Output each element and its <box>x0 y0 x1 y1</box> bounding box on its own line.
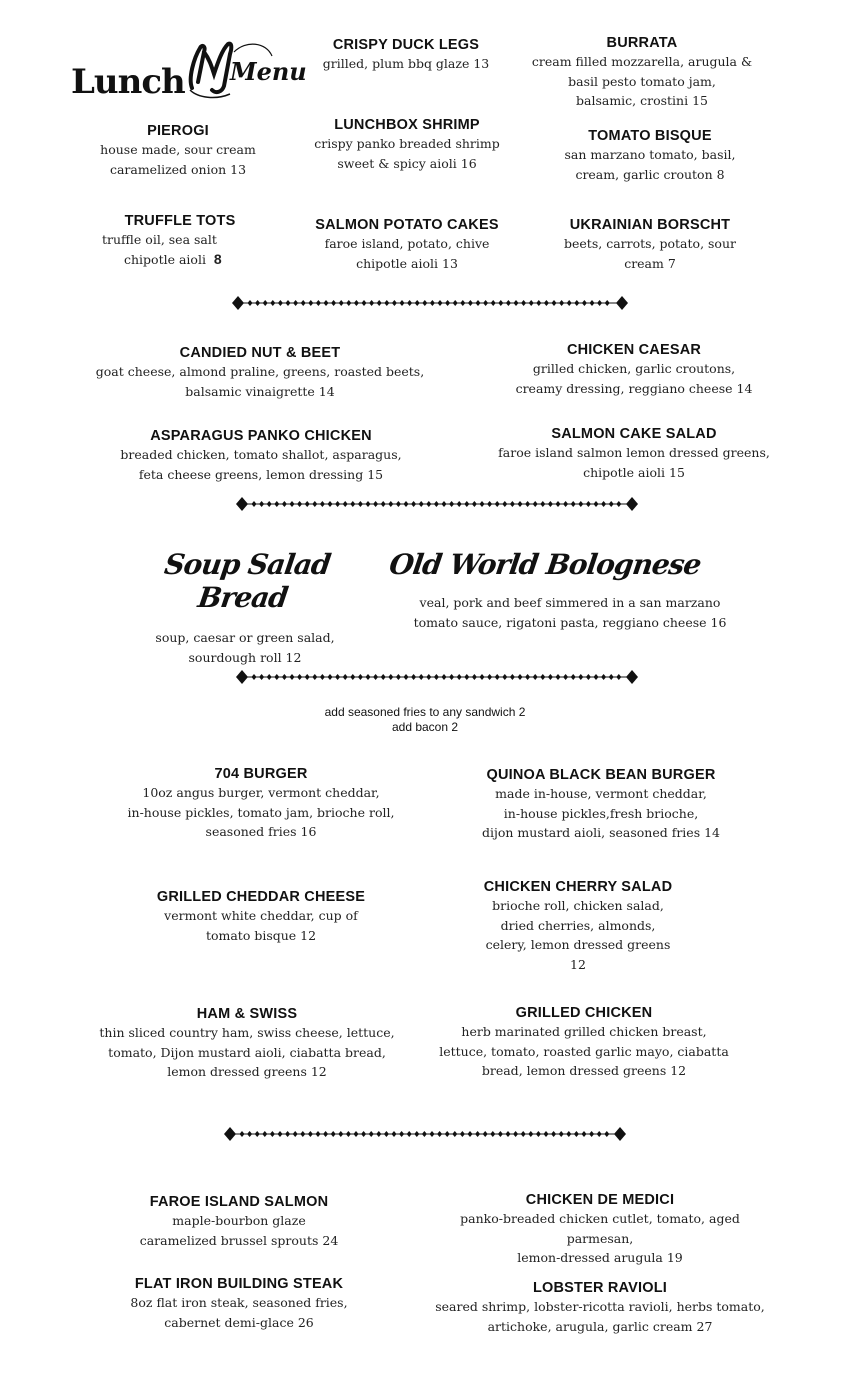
divider-diamond <box>464 674 469 680</box>
item-description: breaded chicken, tomato shallot, asparagus, feta cheese greens, lemon dressing 15 <box>120 447 402 482</box>
item-description: goat cheese, almond praline, greens, roasted beets, balsamic vinaigrette 14 <box>95 364 425 399</box>
item-title: LOBSTER RAVIOLI <box>532 1280 668 1296</box>
divider-diamond <box>305 501 310 507</box>
divider-diamond <box>358 501 363 507</box>
divider-diamond <box>548 501 553 507</box>
divider-diamond <box>518 501 523 507</box>
item-title: TOMATO BISQUE <box>588 128 712 144</box>
item-description: vermont white cheddar, cup of tomato bisque 12 <box>164 908 358 943</box>
divider-diamond <box>369 1131 374 1137</box>
divider-diamond <box>338 1131 343 1137</box>
divider-diamond <box>419 501 424 507</box>
menu-item-chicken-caesar <box>494 341 774 398</box>
divider-diamond <box>312 674 317 680</box>
item-description: grilled chicken, garlic croutons, creamy dressing, reggiano cheese 14 <box>515 361 753 396</box>
menu-item-quinoa-black-bean-burger <box>456 766 746 843</box>
item-description: herb marinated grilled chicken breast, lettuce, tomato, roasted garlic mayo, ciabatta bread, lemon dressed greens 12 <box>439 1024 729 1078</box>
divider-diamond <box>544 300 549 306</box>
divider-diamond <box>373 674 378 680</box>
divider-diamond <box>422 1131 427 1137</box>
divider-diamond <box>300 1131 305 1137</box>
divider-diamond <box>514 300 519 306</box>
divider-diamond <box>556 501 561 507</box>
divider-diamond <box>582 300 587 306</box>
divider-diamond <box>297 674 302 680</box>
item-title: GRILLED CHICKEN <box>515 1005 653 1021</box>
divider-diamond <box>597 300 602 306</box>
divider-diamond <box>369 300 374 306</box>
divider-diamond <box>544 1131 549 1137</box>
item-description: house made, sour cream caramelized onion 13 <box>100 142 256 177</box>
divider-diamond <box>335 674 340 680</box>
add-bacon-note: add bacon 2 <box>391 720 459 734</box>
item-description: beets, carrots, potato, sour cream 7 <box>564 236 736 271</box>
divider-diamond <box>274 501 279 507</box>
divider-diamond <box>487 501 492 507</box>
item-title: HAM & SWISS <box>196 1006 298 1022</box>
divider-diamond <box>407 300 412 306</box>
divider-diamond <box>475 1131 480 1137</box>
divider-diamond <box>400 300 405 306</box>
divider-diamond <box>438 300 443 306</box>
menu-item-burrata <box>518 34 766 111</box>
divider-diamond <box>586 501 591 507</box>
divider-diamond <box>320 501 325 507</box>
menu-item-chicken-de-medici <box>428 1191 772 1268</box>
item-description: panko-breaded chicken cutlet, tomato, aged parmesan, lemon-dressed arugula 19 <box>460 1211 740 1265</box>
divider-diamond <box>513 1131 518 1137</box>
divider-diamond <box>290 674 295 680</box>
item-title: Soup Salad Bread <box>162 548 333 614</box>
item-description: grilled, plum bbq glaze 13 <box>322 56 490 71</box>
menu-item-tomato-bisque <box>535 127 765 184</box>
divider-diamond <box>324 300 329 306</box>
divider-diamond <box>414 1131 419 1137</box>
divider-diamond <box>487 674 492 680</box>
menu-heading: Lunch <box>71 62 185 102</box>
menu-item-flat-iron-building-steak <box>118 1275 360 1332</box>
divider-diamond <box>571 674 576 680</box>
menu-item-soup-salad-bread <box>130 548 360 667</box>
divider-diamond <box>483 1131 488 1137</box>
menu-item-crispy-duck-legs <box>296 36 516 74</box>
item-title: PIEROGI <box>147 123 209 139</box>
divider-diamond <box>247 1131 252 1137</box>
divider-diamond <box>457 501 462 507</box>
menu-item-lunchbox-shrimp <box>296 116 518 173</box>
divider-diamond <box>472 674 477 680</box>
divider-diamond <box>457 674 462 680</box>
divider-diamond <box>350 501 355 507</box>
divider-diamond <box>525 674 530 680</box>
item-description: thin sliced country ham, swiss cheese, lettuce, tomato, Dijon mustard aioli, ciabatta bread, lemon dressed greens 12 <box>99 1025 395 1079</box>
divider-diamond <box>262 1131 267 1137</box>
divider-diamond <box>419 674 424 680</box>
divider-diamond <box>559 300 564 306</box>
divider-diamond <box>495 501 500 507</box>
item-title: SALMON CAKE SALAD <box>551 426 717 442</box>
divider-diamond <box>308 300 313 306</box>
divider-diamond <box>255 1131 260 1137</box>
divider-diamond <box>601 501 606 507</box>
divider-diamond <box>449 501 454 507</box>
divider-diamond <box>430 300 435 306</box>
divider-diamond <box>502 674 507 680</box>
divider-diamond <box>293 1131 298 1137</box>
divider-diamond <box>404 501 409 507</box>
divider-diamond <box>445 1131 450 1137</box>
divider-diamond <box>399 1131 404 1137</box>
divider-diamond <box>343 501 348 507</box>
diamond-divider <box>236 497 638 511</box>
divider-diamond <box>270 300 275 306</box>
divider-diamond <box>590 300 595 306</box>
divider-diamond <box>468 300 473 306</box>
divider-diamond <box>388 674 393 680</box>
divider-diamond <box>346 300 351 306</box>
divider-diamond <box>594 674 599 680</box>
divider-diamond <box>297 501 302 507</box>
item-description: veal, pork and beef simmered in a san marzano tomato sauce, rigatoni pasta, reggiano cheese 16 <box>413 595 727 630</box>
divider-diamond <box>521 1131 526 1137</box>
divider-diamond <box>460 1131 465 1137</box>
divider-diamond <box>604 1131 609 1137</box>
divider-diamond <box>320 674 325 680</box>
divider-diamond <box>528 1131 533 1137</box>
divider-diamond <box>422 300 427 306</box>
divider-diamond <box>384 300 389 306</box>
item-description: faroe island, potato, chive chipotle aioli 13 <box>324 236 490 271</box>
divider-diamond <box>426 501 431 507</box>
divider-diamond <box>548 674 553 680</box>
item-title: GRILLED CHEDDAR CHEESE <box>156 889 366 905</box>
divider-diamond <box>540 501 545 507</box>
divider-diamond <box>442 674 447 680</box>
divider-diamond <box>452 1131 457 1137</box>
divider-diamond <box>274 674 279 680</box>
divider-diamond <box>556 674 561 680</box>
divider-diamond <box>616 674 621 680</box>
menu-item-asparagus-panko-chicken <box>96 427 426 484</box>
divider-diamond <box>498 300 503 306</box>
divider-diamond <box>282 501 287 507</box>
divider-diamond <box>510 501 515 507</box>
divider-diamond <box>578 501 583 507</box>
divider-diamond <box>286 300 291 306</box>
divider-diamond <box>567 300 572 306</box>
divider-diamond <box>597 1131 602 1137</box>
divider-diamond <box>282 674 287 680</box>
divider-diamond <box>301 300 306 306</box>
divider-diamond <box>566 1131 571 1137</box>
menu-item-faroe-island-salmon <box>124 1193 354 1250</box>
divider-diamond <box>464 501 469 507</box>
divider-diamond <box>396 674 401 680</box>
divider-diamond <box>339 300 344 306</box>
divider-diamond <box>586 674 591 680</box>
divider-diamond <box>293 300 298 306</box>
divider-diamond <box>411 501 416 507</box>
item-description: san marzano tomato, basil, cream, garlic crouton 8 <box>564 147 736 182</box>
item-description: faroe island salmon lemon dressed greens, chipotle aioli 15 <box>498 445 770 480</box>
divider-diamond <box>472 501 477 507</box>
divider-diamond <box>278 1131 283 1137</box>
divider-diamond <box>316 1131 321 1137</box>
divider-diamond <box>434 501 439 507</box>
divider-diamond <box>589 1131 594 1137</box>
divider-diamond <box>270 1131 275 1137</box>
item-title: UKRAINIAN BORSCHT <box>569 217 731 233</box>
menu-word: Menu <box>230 57 307 86</box>
divider-diamond <box>571 501 576 507</box>
divider-diamond <box>476 300 481 306</box>
menu-item-salmon-cake-salad <box>482 425 786 482</box>
divider-diamond <box>540 674 545 680</box>
divider-diamond <box>290 501 295 507</box>
divider-diamond <box>551 1131 556 1137</box>
divider-diamond <box>552 300 557 306</box>
divider-diamond <box>563 501 568 507</box>
divider-diamond <box>437 1131 442 1137</box>
divider-diamond <box>323 1131 328 1137</box>
divider-diamond <box>434 674 439 680</box>
divider-diamond <box>331 300 336 306</box>
divider-diamond <box>346 1131 351 1137</box>
divider-diamond <box>335 501 340 507</box>
divider-diamond <box>521 300 526 306</box>
divider-diamond <box>377 300 382 306</box>
divider-diamond <box>533 501 538 507</box>
divider-diamond <box>376 1131 381 1137</box>
divider-diamond <box>259 674 264 680</box>
menu-item-old-world-bolognese <box>387 548 740 632</box>
item-title: FAROE ISLAND SALMON <box>149 1194 329 1210</box>
divider-diamond <box>366 501 371 507</box>
divider-diamond <box>381 501 386 507</box>
item-title: CANDIED NUT & BEET <box>179 345 341 361</box>
divider-diamond <box>415 300 420 306</box>
divider-diamond <box>426 674 431 680</box>
divider-diamond <box>495 674 500 680</box>
divider-diamond <box>498 1131 503 1137</box>
divider-diamond <box>358 674 363 680</box>
divider-diamond <box>252 674 257 680</box>
item-title: FLAT IRON BUILDING STEAK <box>134 1276 344 1292</box>
item-title: QUINOA BLACK BEAN BURGER <box>486 767 716 783</box>
divider-diamond <box>536 1131 541 1137</box>
item-description: brioche roll, chicken salad, dried cherries, almonds, celery, lemon dressed greens 12 <box>485 898 671 972</box>
divider-diamond <box>305 674 310 680</box>
divider-diamond <box>480 501 485 507</box>
divider-diamond <box>373 501 378 507</box>
divider-diamond <box>574 1131 579 1137</box>
divider-diamond <box>267 501 272 507</box>
divider-diamond <box>563 674 568 680</box>
divider-diamond <box>525 501 530 507</box>
divider-diamond <box>354 1131 359 1137</box>
divider-diamond <box>361 1131 366 1137</box>
divider-diamond <box>480 674 485 680</box>
divider-diamond <box>278 300 283 306</box>
diamond-divider <box>236 670 638 684</box>
divider-diamond <box>328 674 333 680</box>
divider-diamond <box>381 674 386 680</box>
divider-diamond <box>308 1131 313 1137</box>
diamond-divider <box>232 296 628 310</box>
item-title: TRUFFLE TOTS <box>124 213 236 229</box>
divider-diamond <box>312 501 317 507</box>
divider-diamond <box>609 674 614 680</box>
divider-diamond <box>411 674 416 680</box>
divider-diamond <box>609 501 614 507</box>
item-title: SALMON POTATO CAKES <box>315 217 499 233</box>
menu-item-grilled-chicken <box>428 1004 740 1081</box>
menu-item-ukrainian-borscht <box>540 216 760 273</box>
item-title: CRISPY DUCK LEGS <box>332 37 480 53</box>
divider-diamond <box>483 300 488 306</box>
divider-diamond <box>490 1131 495 1137</box>
divider-diamond <box>574 300 579 306</box>
divider-diamond <box>506 300 511 306</box>
add-fries-note: add seasoned fries to any sandwich 2 <box>324 705 526 719</box>
item-description: cream filled mozzarella, arugula & basil pesto tomato jam, balsamic, crostini 15 <box>531 54 753 108</box>
divider-diamond <box>392 1131 397 1137</box>
divider-diamond <box>392 300 397 306</box>
menu-item-salmon-potato-cakes <box>290 216 524 273</box>
item-description-text: chipotle aioli <box>124 251 206 267</box>
divider-diamond <box>343 674 348 680</box>
menu-item-chicken-cherry-salad <box>460 878 696 974</box>
item-title: 704 BURGER <box>214 766 308 782</box>
divider-diamond <box>460 300 465 306</box>
divider-diamond <box>510 674 515 680</box>
divider-diamond <box>559 1131 564 1137</box>
divider-diamond <box>506 1131 511 1137</box>
divider-diamond <box>252 501 257 507</box>
divider-diamond <box>388 501 393 507</box>
divider-diamond <box>331 1131 336 1137</box>
divider-diamond <box>240 1131 245 1137</box>
divider-diamond <box>263 300 268 306</box>
item-title: BURRATA <box>606 35 678 51</box>
item-title: Old World Bolognese <box>387 548 703 581</box>
divider-diamond <box>430 1131 435 1137</box>
item-title: CHICKEN CAESAR <box>566 342 702 358</box>
divider-diamond <box>328 501 333 507</box>
divider-diamond <box>533 674 538 680</box>
divider-diamond <box>445 300 450 306</box>
item-description: 10oz angus burger, vermont cheddar, in-house pickles, tomato jam, brioche roll, seasoned fries 16 <box>127 785 395 839</box>
item-description: 8oz flat iron steak, seasoned fries, cabernet demi-glace 26 <box>130 1295 348 1330</box>
item-title: ASPARAGUS PANKO CHICKEN <box>150 428 372 444</box>
menu-item-grilled-cheddar-cheese <box>122 888 400 945</box>
menu-item-ham-swiss <box>88 1005 406 1082</box>
divider-diamond <box>396 501 401 507</box>
item-title: CHICKEN DE MEDICI <box>525 1192 675 1208</box>
item-description: soup, caesar or green salad, sourdough roll 12 <box>155 630 335 665</box>
divider-diamond <box>350 674 355 680</box>
divider-diamond <box>442 501 447 507</box>
divider-diamond <box>502 501 507 507</box>
divider-diamond <box>354 300 359 306</box>
menu-item-lobster-ravioli <box>434 1279 766 1336</box>
diamond-divider <box>224 1127 626 1141</box>
menu-logo <box>186 38 307 102</box>
divider-diamond <box>248 300 253 306</box>
divider-diamond <box>605 300 610 306</box>
divider-diamond <box>316 300 321 306</box>
item-title: CHICKEN CHERRY SALAD <box>483 879 673 895</box>
item-title: LUNCHBOX SHRIMP <box>334 117 480 133</box>
divider-diamond <box>601 674 606 680</box>
divider-diamond <box>518 674 523 680</box>
item-description: truffle oil, sea salt <box>102 232 217 247</box>
divider-diamond <box>449 674 454 680</box>
divider-diamond <box>255 300 260 306</box>
divider-diamond <box>582 1131 587 1137</box>
item-description: maple-bourbon glaze caramelized brussel sprouts 24 <box>139 1213 339 1248</box>
divider-diamond <box>536 300 541 306</box>
divider-diamond <box>366 674 371 680</box>
divider-diamond <box>491 300 496 306</box>
item-price: 8 <box>213 250 222 267</box>
divider-diamond <box>362 300 367 306</box>
divider-diamond <box>259 501 264 507</box>
item-description-line-2 <box>90 250 270 270</box>
divider-diamond <box>529 300 534 306</box>
divider-diamond <box>285 1131 290 1137</box>
divider-diamond <box>594 501 599 507</box>
divider-diamond <box>578 674 583 680</box>
menu-item-candied-nut-beet <box>80 344 440 401</box>
divider-diamond <box>468 1131 473 1137</box>
divider-diamond <box>267 674 272 680</box>
item-description: made in-house, vermont cheddar, in-house pickles,fresh brioche, dijon mustard aioli, seasoned fries 14 <box>481 786 720 840</box>
divider-diamond <box>453 300 458 306</box>
divider-diamond <box>616 501 621 507</box>
divider-diamond <box>407 1131 412 1137</box>
divider-diamond <box>404 674 409 680</box>
menu-item-truffle-tots <box>90 212 270 269</box>
item-description: crispy panko breaded shrimp sweet & spicy aioli 16 <box>314 136 500 171</box>
item-description: seared shrimp, lobster-ricotta ravioli, herbs tomato, artichoke, arugula, garlic cream 27 <box>435 1299 765 1334</box>
menu-item-pierogi <box>82 122 274 179</box>
menu-item-704-burger <box>100 765 422 842</box>
divider-diamond <box>384 1131 389 1137</box>
